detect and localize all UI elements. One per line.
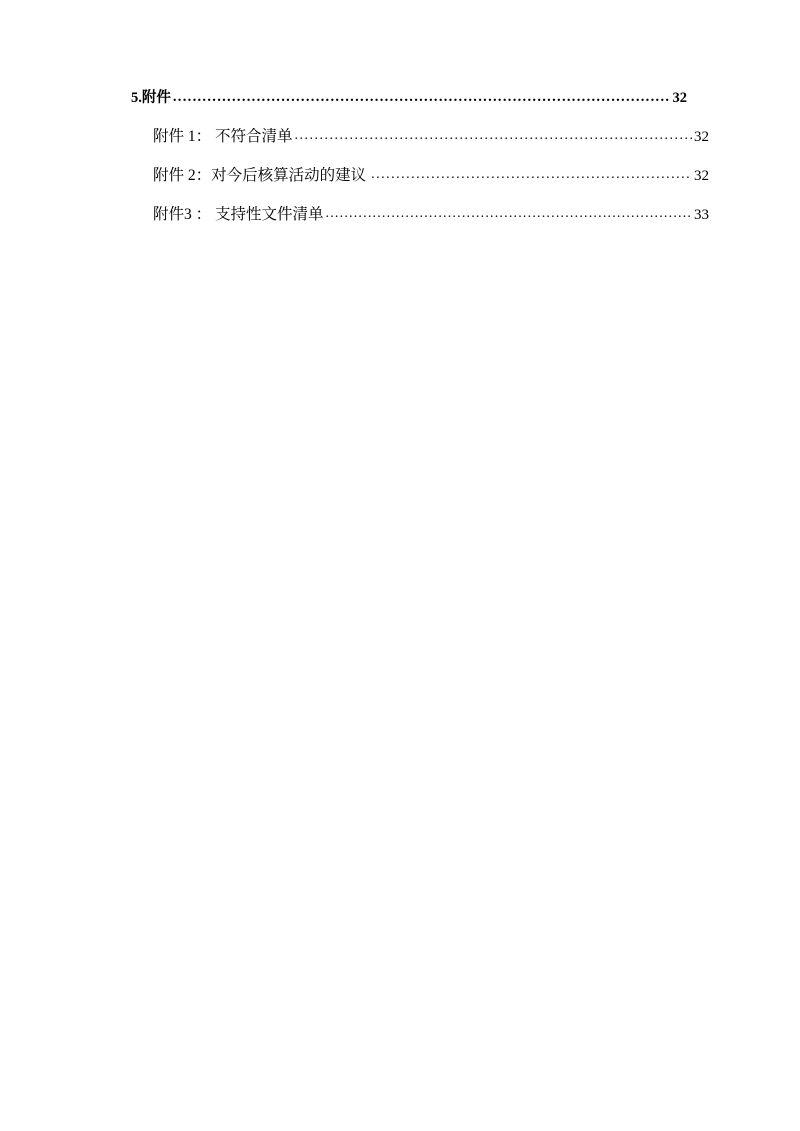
toc-entry-number: 5. — [131, 90, 142, 106]
toc-entry-label: 附件 2：对今后核算活动的建议 — [153, 167, 367, 184]
toc-entry-label — [131, 86, 171, 107]
toc-leader-dots — [371, 167, 692, 183]
toc-leader-dots — [295, 128, 692, 144]
toc-page-number: 32 — [694, 129, 709, 145]
toc-entry-appendix-3[interactable] — [131, 202, 709, 224]
toc-leader-dots — [326, 206, 692, 222]
toc-entry-label: 附件 1： 不符合清单 — [153, 128, 293, 145]
toc-entry-title: 附件 — [141, 90, 171, 106]
toc-leader-dots — [173, 89, 671, 106]
toc-page-number: 32 — [694, 168, 709, 184]
toc-page-number: 33 — [694, 207, 709, 223]
toc-page-number: 32 — [672, 90, 687, 106]
toc-entry-label: 附件3 ： 支持性文件清单 — [153, 206, 324, 223]
toc-entry-appendix-2[interactable] — [131, 163, 709, 185]
toc-entry-level1[interactable] — [131, 86, 687, 107]
toc-entry-appendix-1[interactable] — [131, 124, 709, 146]
table-of-contents — [131, 86, 709, 241]
